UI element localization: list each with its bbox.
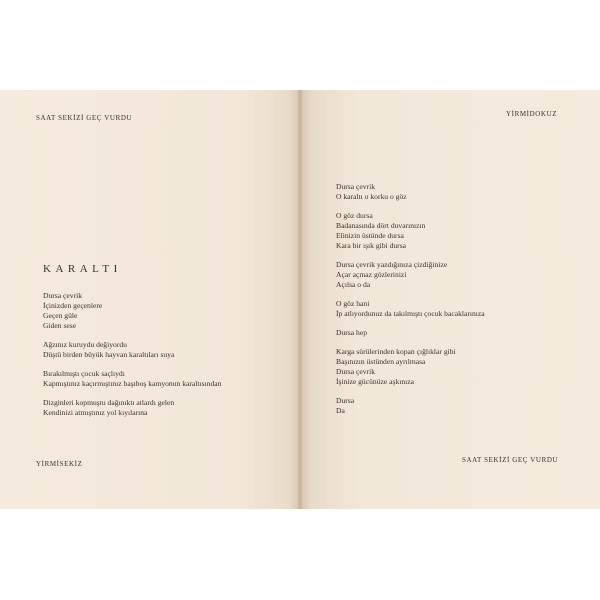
poem-line: Başınızın üstünden ayrılmasa [336, 357, 426, 366]
poem-line: Dursa çevrik [336, 182, 376, 191]
book-spread [0, 90, 600, 509]
stanza [336, 182, 485, 202]
poem-line: Giden sese [43, 321, 77, 330]
left-page-number: YİRMİSEKİZ [36, 460, 83, 468]
stanza [43, 369, 221, 389]
poem-line: Dursa çevrik yazdığınıza çizdiğinize [336, 260, 448, 269]
poem-line: Dursa [336, 396, 355, 405]
poem-line: İp atlıyordunuz da takılmıştı çocuk bacaklarınıza [336, 309, 485, 318]
poem-line: Elinizin üstünde dursa [336, 231, 404, 240]
right-running-head: YİRMİDOKUZ [506, 110, 558, 118]
stanza [336, 299, 485, 319]
poem-line: Dursa çevrik [43, 291, 83, 300]
stanza [336, 347, 485, 387]
poem-line: Geçen güle [43, 311, 78, 320]
stanza [43, 291, 221, 331]
stanza [43, 340, 221, 360]
right-page [300, 90, 600, 509]
poem-line: O göz hani [336, 299, 370, 308]
poem-line: O karaltı o korku o göz [336, 192, 407, 201]
book-gutter [297, 90, 303, 509]
poem-line: Dursa çevrik [336, 367, 376, 376]
poem-line: Karga sürülerinden kopan çığlıklar gibi [336, 347, 456, 356]
poem-line: Bırakılmıştı çocuk saçlıydı [43, 369, 125, 378]
stanza [336, 328, 485, 338]
poem-line: Açar açmaz gözlerinizi [336, 270, 407, 279]
poem-line: Ağzınız kuruydu değiyordu [43, 340, 127, 349]
poem-line: Kendinizi atmıştınız yol kıyılarına [43, 408, 148, 417]
poem-line: İşinize gücünüze aşkınıza [336, 377, 415, 386]
poem-line: Açılsa o da [336, 280, 371, 289]
left-running-head: SAAT SEKİZİ GEÇ VURDU [36, 114, 133, 122]
poem-title: KARALTI [43, 263, 122, 275]
stanza [336, 396, 485, 416]
right-page-footer: SAAT SEKİZİ GEÇ VURDU [462, 456, 559, 464]
poem-line: Badanasında dört duvarınızın [336, 221, 426, 230]
poem-line: Kara bir ışık gibi dursa [336, 241, 407, 250]
poem-line: Kapmıştınız kaçırmıştınız başıboş kamyonun karaltısından [43, 379, 222, 388]
stanza [336, 211, 485, 251]
poem-line: O göz dursa [336, 211, 373, 220]
left-poem-body [43, 291, 221, 427]
right-poem-body [336, 182, 485, 425]
poem-line: Da [336, 406, 345, 415]
left-page [0, 90, 300, 509]
poem-line: İçinizden geçenlere [43, 301, 103, 310]
stanza [43, 398, 221, 418]
stanza [336, 260, 485, 290]
poem-line: Dursa hep [336, 328, 367, 337]
poem-line: Düştü birden büyük hayvan karaltıları suya [43, 350, 175, 359]
poem-line: Dizginleri kopmuştu dağınıktı atlardı gelen [43, 398, 175, 407]
